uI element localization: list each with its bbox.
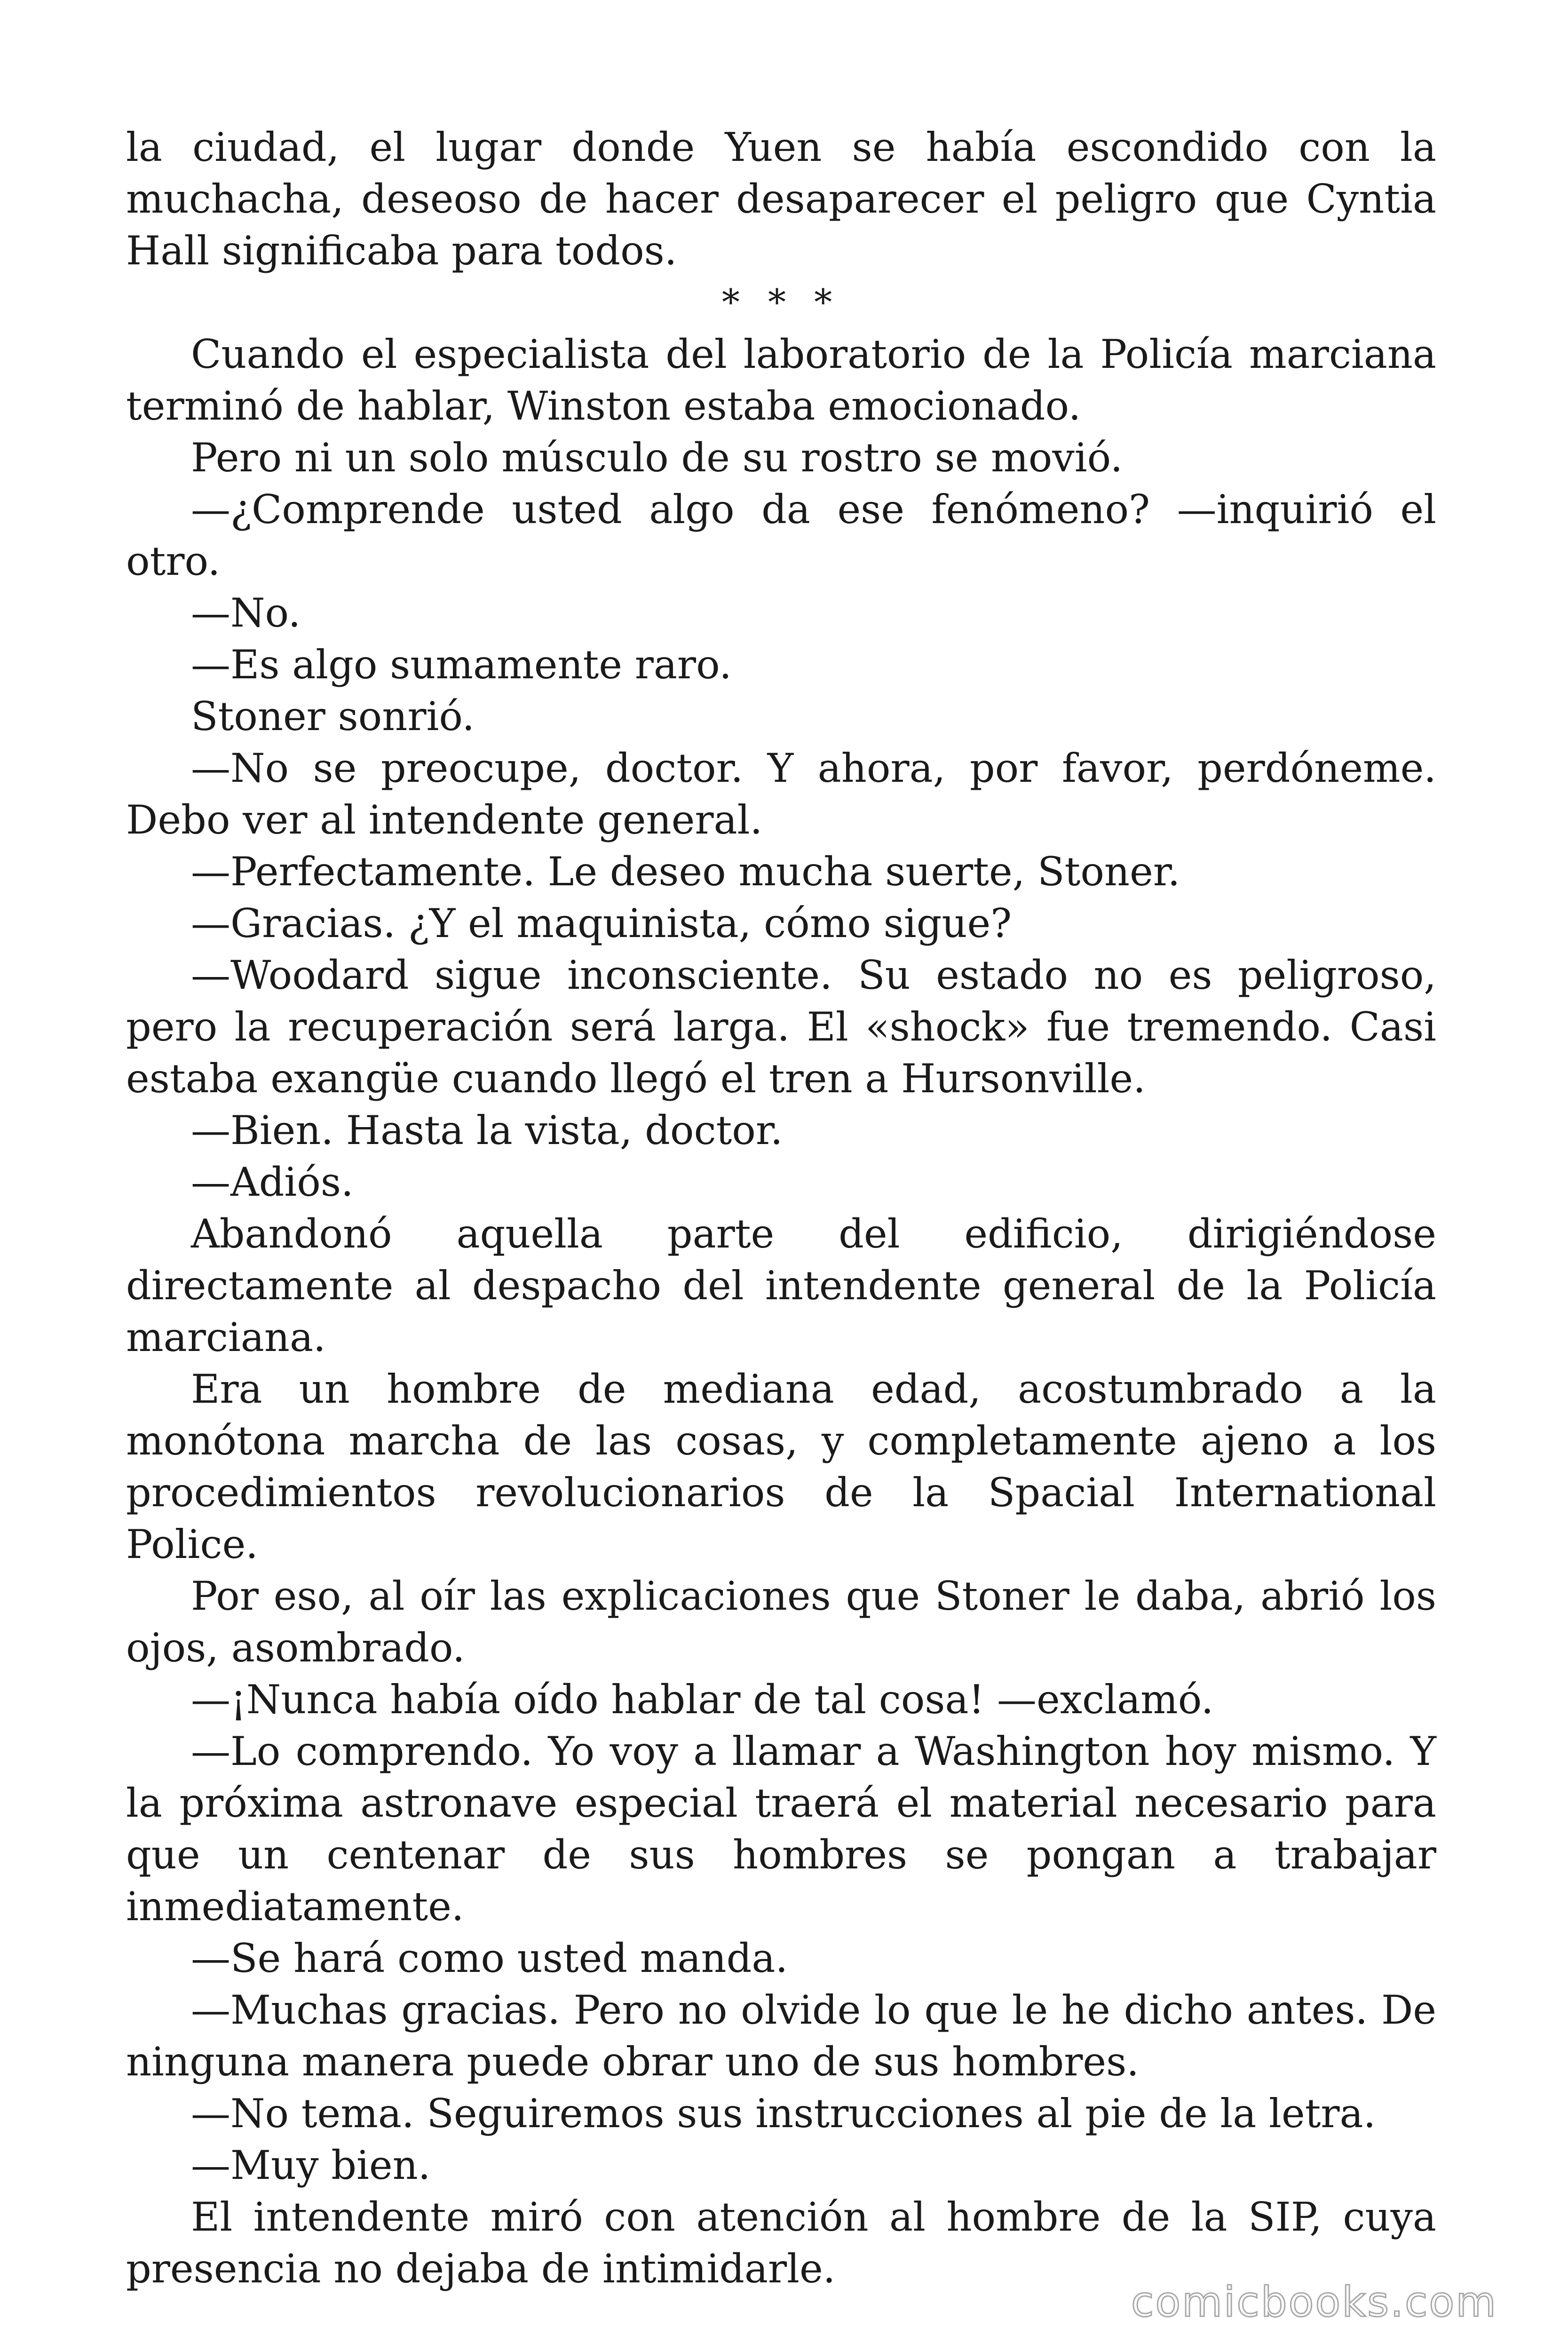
- paragraph: —Lo comprendo. Yo voy a llamar a Washington hoy mismo. Y la próxima astronave especial traerá el material necesario para que un centenar de sus hombres se pongan a trabajar inmediatamente.: [126, 1728, 1436, 1930]
- paragraph: —¡Nunca había oído hablar de tal cosa! —exclamó.: [191, 1677, 1214, 1723]
- watermark: comicbooks.com: [1131, 2278, 1497, 2326]
- paragraph: —Perfectamente. Le deseo mucha suerte, Stoner.: [191, 849, 1180, 895]
- paragraph: —Se hará como usted manda.: [191, 1935, 788, 1981]
- paragraph: —¿Comprende usted algo da ese fenómeno? —inquirió el otro.: [126, 486, 1436, 584]
- paragraph: Por eso, al oír las explicaciones que Stoner le daba, abrió los ojos, asombrado.: [126, 1573, 1436, 1671]
- paragraph: —Es algo sumamente raro.: [191, 642, 732, 688]
- paragraph: —Bien. Hasta la vista, doctor.: [191, 1107, 783, 1153]
- paragraph: Abandonó aquella parte del edificio, dirigiéndose directamente al despacho del intendente general de la Policía marciana.: [126, 1211, 1436, 1360]
- page-text: [126, 121, 1436, 2295]
- paragraph: —Muchas gracias. Pero no olvide lo que le he dicho antes. De ninguna manera puede obrar uno de sus hombres.: [126, 1987, 1436, 2085]
- paragraph: Cuando el especialista del laboratorio de la Policía marciana terminó de hablar, Winston estaba emocionado.: [126, 331, 1436, 429]
- paragraph: El intendente miró con atención al hombre de la SIP, cuya presencia no dejaba de intimidarle.: [126, 2194, 1436, 2292]
- paragraph: Stoner sonrió.: [191, 693, 475, 739]
- paragraph: —Gracias. ¿Y el maquinista, cómo sigue?: [191, 900, 1012, 946]
- section-break: * * *: [721, 281, 841, 323]
- paragraph: —No tema. Seguiremos sus instrucciones al pie de la letra.: [191, 2090, 1376, 2137]
- paragraph: —Adiós.: [191, 1159, 354, 1205]
- paragraph: Era un hombre de mediana edad, acostumbrado a la monótona marcha de las cosas, y completamente ajeno a los procedimientos revolucionarios de la Spacial International Police.: [126, 1366, 1436, 1567]
- paragraph: —No se preocupe, doctor. Y ahora, por favor, perdóneme. Debo ver al intendente general.: [126, 745, 1436, 843]
- paragraph: Pero ni un solo músculo de su rostro se movió.: [191, 435, 1123, 481]
- paragraph: —Woodard sigue inconsciente. Su estado no es peligroso, pero la recuperación será larga. El «shock» fue tremendo. Casi estaba exangüe cuando llegó el tren a Hursonville.: [126, 952, 1436, 1102]
- continued-paragraph: la ciudad, el lugar donde Yuen se había escondido con la muchacha, deseoso de hacer desaparecer el peligro que Cyntia Hall significaba para todos.: [126, 124, 1436, 274]
- paragraph: —No.: [191, 590, 301, 636]
- paragraph: —Muy bien.: [191, 2142, 431, 2188]
